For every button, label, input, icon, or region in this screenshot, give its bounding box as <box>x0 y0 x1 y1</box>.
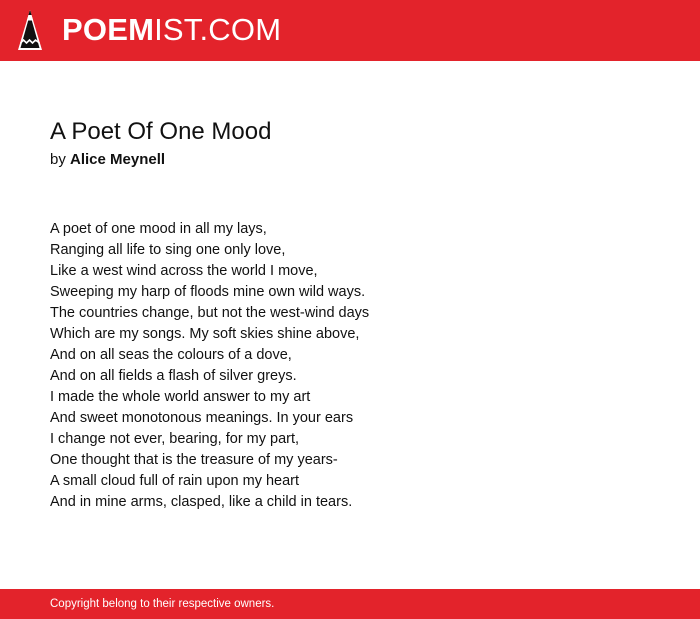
site-footer <box>0 589 700 619</box>
poem-line: Which are my songs. My soft skies shine above, <box>50 326 360 342</box>
poem-author: Alice Meynell <box>70 151 166 168</box>
poem-line: I made the whole world answer to my art <box>50 389 311 405</box>
poem-line: And on all seas the colours of a dove, <box>50 347 292 363</box>
poem-line: And in mine arms, clasped, like a child in tears. <box>50 494 353 510</box>
site-logo[interactable] <box>62 13 281 47</box>
site-header <box>0 0 700 61</box>
by-label: by <box>50 151 66 168</box>
copyright-notice: Copyright belong to their respective owners. <box>50 598 275 610</box>
poem-line: Sweeping my harp of floods mine own wild ways. <box>50 284 366 300</box>
pencil-icon[interactable] <box>17 9 43 51</box>
poem-line: And on all fields a flash of silver greys. <box>50 368 297 384</box>
logo-text-bold: POEM <box>62 12 155 47</box>
poem-line: And sweet monotonous meanings. In your ears <box>50 410 354 426</box>
poem-content <box>50 117 650 510</box>
poem-line: I change not ever, bearing, for my part, <box>50 431 300 447</box>
poem-body <box>50 219 369 513</box>
logo-text-light: IST.COM <box>154 12 282 47</box>
poem-line: The countries change, but not the west-wind days <box>50 305 370 321</box>
byline <box>50 150 650 170</box>
poem-line: A small cloud full of rain upon my heart <box>50 473 300 489</box>
poem-line: Ranging all life to sing one only love, <box>50 242 286 258</box>
poem-line: A poet of one mood in all my lays, <box>50 221 267 237</box>
poem-line: Like a west wind across the world I move, <box>50 263 318 279</box>
poem-title: A Poet Of One Mood <box>50 118 272 145</box>
poem-line: One thought that is the treasure of my years- <box>50 452 338 468</box>
